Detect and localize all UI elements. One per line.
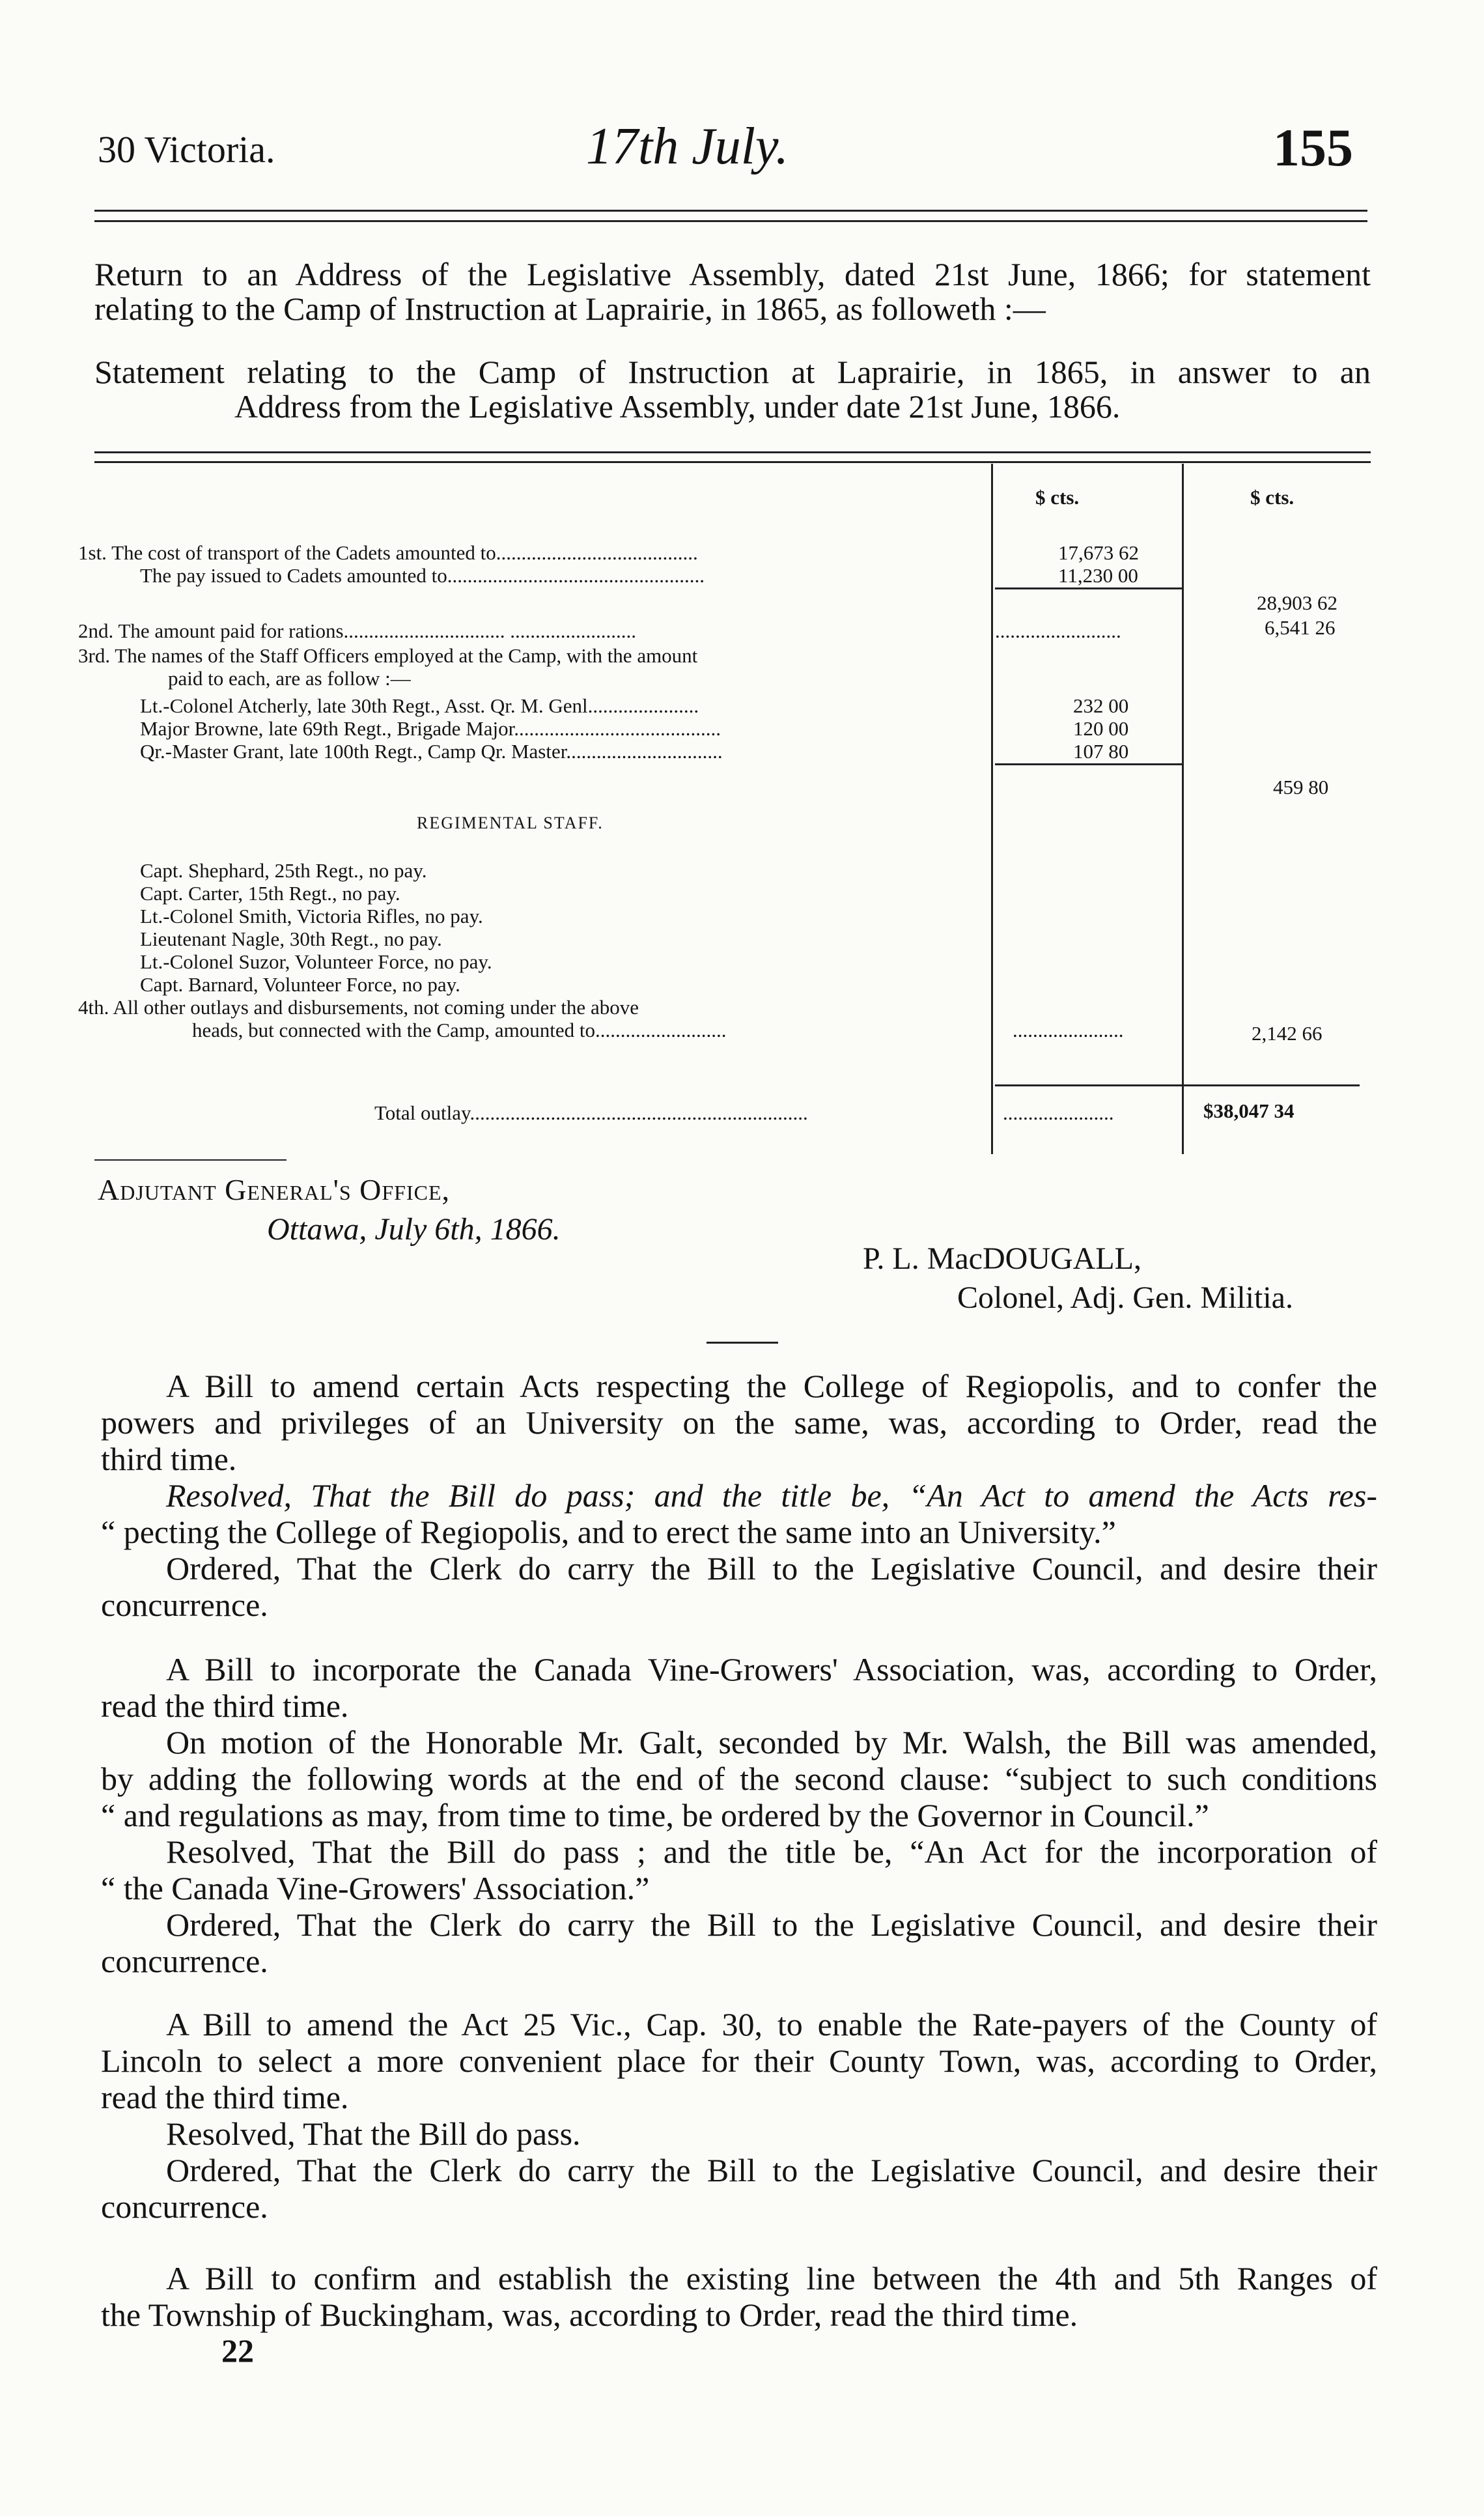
table-row-label: 3rd. The names of the Staff Officers employed at the Camp, with the amount [78, 644, 698, 667]
signatory-title: Colonel, Adj. Gen. Militia. [957, 1280, 1293, 1315]
subtotal-rule-1 [995, 587, 1182, 589]
table-row-c2: 6,541 26 [1265, 616, 1336, 639]
bill-line: read the third time. [101, 1688, 349, 1724]
table-row-label: Major Browne, late 69th Regt., Brigade Major......................................... [140, 717, 721, 740]
total-rule [995, 1084, 1360, 1086]
bill-line: Resolved, That the Bill do pass. [166, 2115, 581, 2152]
table-row-c1: ...................... [1013, 1019, 1124, 1041]
table-divider-2 [1182, 464, 1184, 1154]
bill-line: “ and regulations as may, from time to time, be ordered by the Governor in Council.” [101, 1797, 1209, 1833]
bill-line: powers and privileges of an University on the same, was, according to Order, read the [101, 1404, 1377, 1441]
bill-vine-growers [101, 1651, 1377, 1979]
office-line: Adjutant General's Office, [98, 1173, 451, 1206]
bill-line: Ordered, That the Clerk do carry the Bill to the Legislative Council, and desire their [166, 1550, 1377, 1587]
bill-line: Ordered, That the Clerk do carry the Bill to the Legislative Council, and desire their [166, 2152, 1377, 2188]
col-header-1: $ cts. [1035, 486, 1080, 509]
session-label: 30 Victoria. [98, 128, 275, 171]
bill-line: Resolved, That the Bill do pass; and the title be, “An Act to amend the Acts res- [166, 1477, 1377, 1514]
place-date: Ottawa, July 6th, 1866. [267, 1212, 561, 1247]
page-number: 155 [1273, 118, 1353, 177]
table-row-label: Qr.-Master Grant, late 100th Regt., Camp Qr. Master............................... [140, 740, 723, 763]
bill-line: third time. [101, 1441, 237, 1477]
total-outlay-value: $38,047 34 [1203, 1099, 1295, 1122]
bill-line: concurrence. [101, 2188, 268, 2225]
table-row-label: 2nd. The amount paid for rations................................ ......................... [78, 619, 637, 642]
bill-line: read the third time. [101, 2079, 349, 2115]
regimental-staff-heading: REGIMENTAL STAFF. [417, 813, 604, 832]
total-outlay-c1: ...................... [1003, 1101, 1114, 1124]
bill-line: A Bill to amend certain Acts respecting the College of Regiopolis, and to confer the [166, 1368, 1377, 1404]
bill-line: A Bill to incorporate the Canada Vine-Growers' Association, was, according to Order, [166, 1651, 1377, 1688]
table-row-c1: 17,673 62 [1058, 541, 1139, 564]
bill-line: On motion of the Honorable Mr. Galt, seconded by Mr. Walsh, the Bill was amended, [166, 1724, 1377, 1760]
statement-line-1: Statement relating to the Camp of Instruction at Laprairie, in 1865, in answer to an [94, 354, 1371, 390]
table-row-c1: ......................... [995, 619, 1121, 642]
section-divider [707, 1342, 778, 1344]
bill-line: concurrence. [101, 1587, 268, 1623]
table-row-c1: 120 00 [1073, 717, 1129, 740]
total-outlay-label: Total outlay................................................................... [374, 1101, 808, 1124]
table-row-label: The pay issued to Cadets amounted to................................................... [140, 564, 705, 587]
page-date: 17th July. [586, 118, 789, 175]
table-row-label: 4th. All other outlays and disbursements, not coming under the above [78, 996, 639, 1019]
bill-line: the Township of Buckingham, was, according to Order, read the third time. [101, 2297, 1078, 2333]
table-row-c2: 2,142 66 [1252, 1022, 1323, 1045]
bill-regiopolis [101, 1368, 1377, 1623]
bill-lincoln [101, 2006, 1377, 2225]
table-row-label: Lt.-Colonel Smith, Victoria Rifles, no pay. [140, 905, 483, 927]
signature-mark: 22 [221, 2332, 254, 2369]
statement-table [0, 0, 1484, 1172]
return-line-1: Return to an Address of the Legislative Assembly, dated 21st June, 1866; for statement [94, 256, 1371, 292]
bill-line: A Bill to amend the Act 25 Vic., Cap. 30, to enable the Rate-payers of the County of [166, 2006, 1377, 2042]
bill-line: “ pecting the College of Regiopolis, and to erect the same into an University.” [101, 1514, 1116, 1550]
return-line-2: relating to the Camp of Instruction at Laprairie, in 1865, as followeth :— [94, 290, 1046, 327]
table-divider-1 [991, 464, 993, 1154]
table-row-label: paid to each, are as follow :— [168, 667, 411, 690]
table-row-label: heads, but connected with the Camp, amounted to.......................... [192, 1019, 727, 1041]
bill-line: Ordered, That the Clerk do carry the Bill to the Legislative Council, and desire their [166, 1906, 1377, 1943]
table-row-label: Lt.-Colonel Atcherly, late 30th Regt., Asst. Qr. M. Genl...................... [140, 694, 699, 717]
table-row-c1: 107 80 [1073, 740, 1129, 763]
bill-line: concurrence. [101, 1943, 268, 1979]
table-row-label: Lieutenant Nagle, 30th Regt., no pay. [140, 927, 442, 950]
table-row-c2: 459 80 [1273, 776, 1329, 799]
table-row-c2: 28,903 62 [1257, 591, 1337, 614]
bill-line: by adding the following words at the end of the second clause: “subject to such conditions [101, 1760, 1377, 1797]
subtotal-rule-2 [995, 763, 1182, 765]
table-row-c1: 232 00 [1073, 694, 1129, 717]
bill-line: “ the Canada Vine-Growers' Association.” [101, 1870, 650, 1906]
place-date-line [267, 1211, 561, 1247]
bill-buckingham [101, 2260, 1377, 2333]
table-row-label: Lt.-Colonel Suzor, Volunteer Force, no pay. [140, 950, 492, 973]
statement-line-2: Address from the Legislative Assembly, under date 21st June, 1866. [234, 388, 1121, 425]
table-row-label: Capt. Shephard, 25th Regt., no pay. [140, 859, 427, 882]
bill-line: Resolved, That the Bill do pass ; and the title be, “An Act for the incorporation of [166, 1833, 1377, 1870]
table-rule-bottom [94, 1159, 287, 1161]
col-header-2: $ cts. [1250, 486, 1295, 509]
bill-line: Lincoln to select a more convenient place for their County Town, was, according to Order, [101, 2042, 1377, 2079]
signatory-name: P. L. MacDOUGALL, [863, 1241, 1141, 1276]
table-row-label: Capt. Barnard, Volunteer Force, no pay. [140, 973, 460, 996]
table-row-c1: 11,230 00 [1058, 564, 1138, 587]
table-row-label: Capt. Carter, 15th Regt., no pay. [140, 882, 400, 905]
table-row-label: 1st. The cost of transport of the Cadets amounted to........................................ [78, 541, 698, 564]
bill-line: A Bill to confirm and establish the existing line between the 4th and 5th Ranges of [166, 2260, 1377, 2297]
